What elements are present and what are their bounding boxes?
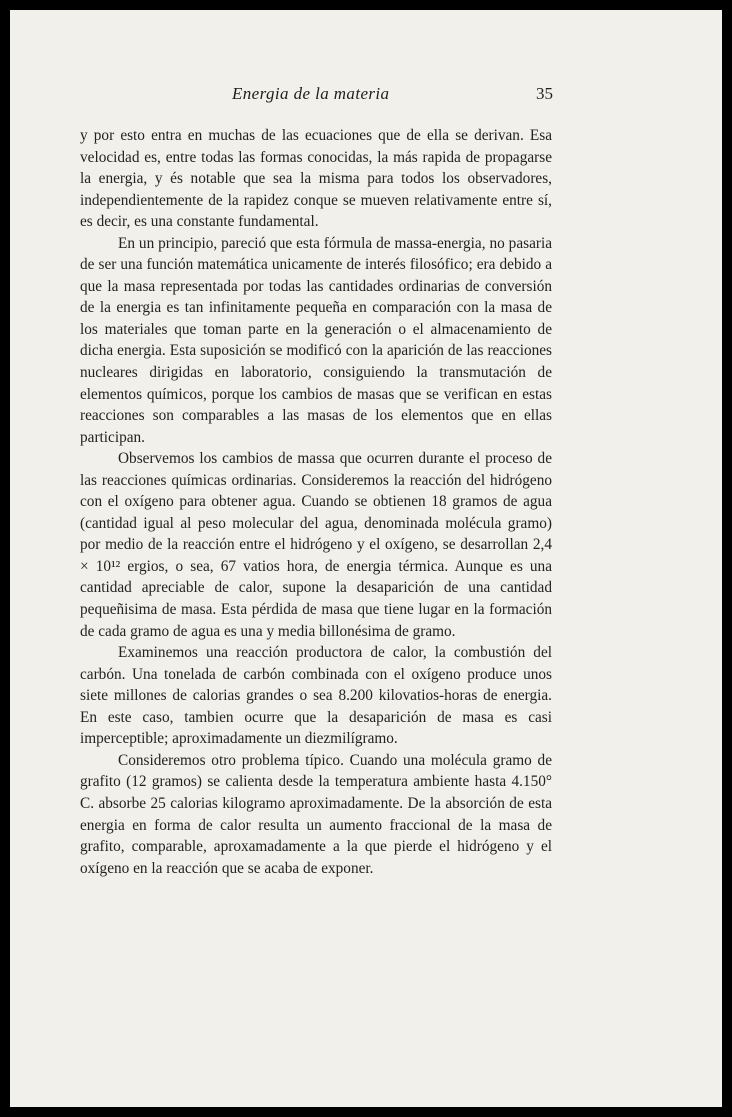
- page-number: 35: [536, 84, 553, 103]
- paragraph-2: En un principio, pareció que esta fórmula de massa-energia, no pasaria de ser una función matemática unicamente de interés filosófico; era debido a que la masa representada por todas las cantidades ordinarias de conversión de la energia es tan infinitamente pequeña en comparación con la masa de los materiales que toman parte en la generación o el almacenamiento de dicha energia. Esta suposición se modificó con la aparición de las reacciones nucleares dirigidas en laboratorio, consiguiendo la transmutación de elementos químicos, porque los cambios de masas que se verifican en estas reacciones son comparables a las masas de los elementos que en ellas participan.: [80, 234, 552, 446]
- paragraph-4: Examinemos una reacción productora de calor, la combustión del carbón. Una tonelada de carbón combinada con el oxígeno produce unos siete millones de calorias grandes o sea 8.200 kilovatios-horas de energia. En este caso, tambien ocurre que la desaparición de masa es casi imperceptible; aproximadamente un diezmilígramo.: [80, 644, 552, 748]
- paragraph-1: y por esto entra en muchas de las ecuaciones que de ella se derivan. Esa velocidad es, entre todas las formas conocidas, la más rapida de propagarse la energia, y és notable que sea la misma para todos los observadores, independientemente de la rapidez conque se mueven relativamente entre sí, es decir, es una constante fundamental.: [80, 127, 552, 231]
- running-title: Energia de la materia: [232, 84, 390, 103]
- body-text: [80, 125, 552, 879]
- book-page: [10, 10, 722, 1107]
- paragraph-3: Observemos los cambios de massa que ocurren durante el proceso de las reacciones químicas ordinarias. Consideremos la reacción del hidrógeno con el oxígeno para obtener agua. Cuando se obtienen 18 gramos de agua (cantidad igual al peso molecular del agua, denominada molécula gramo) por medio de la reacción entre el hidrógeno y el oxígeno, se desarrollan 2,4 × 10¹² ergios, o sea, 67 vatios hora, de energia térmica. Aunque es una cantidad apreciable de calor, supone la desaparición de una cantidad pequeñisima de masa. Esta pérdida de masa que tiene lugar en la formación de cada gramo de agua es una y media billonésima de gramo.: [80, 450, 552, 640]
- page-header: [10, 74, 722, 104]
- paragraph-5: Consideremos otro problema típico. Cuando una molécula gramo de grafito (12 gramos) se calienta desde la temperatura ambiente hasta 4.150° C. absorbe 25 calorias kilogramo aproximadamente. De la absorción de esta energia en forma de calor resulta un aumento fraccional de la masa de grafito, comparable, aproxamadamente a la que pierde el hidrógeno y el oxígeno en la reacción que se acaba de exponer.: [80, 751, 552, 877]
